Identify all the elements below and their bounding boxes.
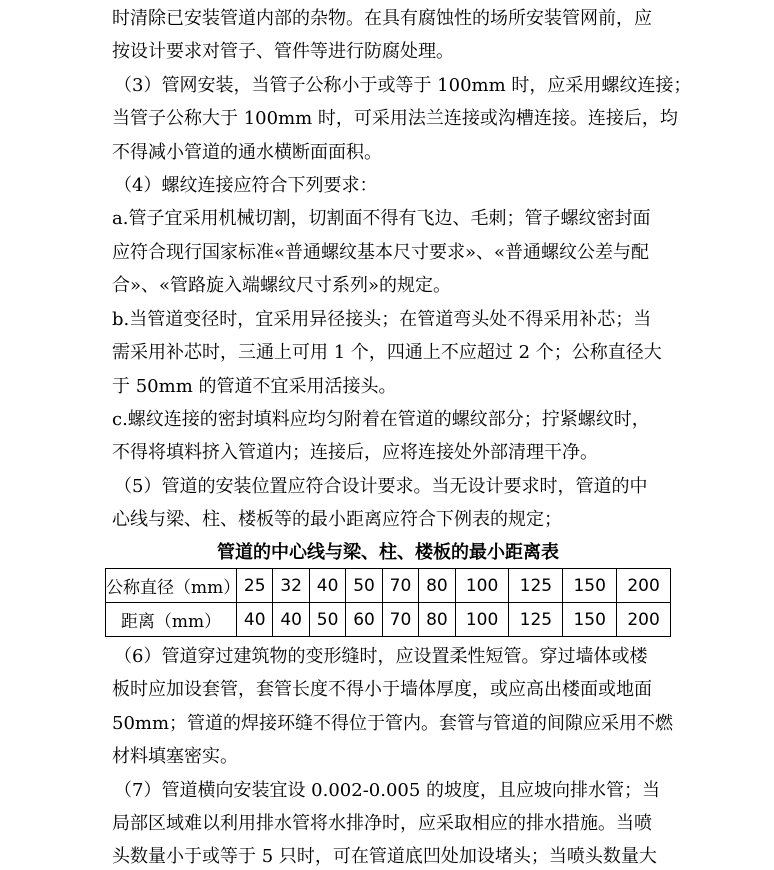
table-cell: 25 [237,569,273,603]
table-cell: 80 [419,569,455,603]
text-line: 合»、«管路旋入端螺纹尺寸系列»的规定。 [112,275,452,296]
text-line: （7）管道横向安装宜设 0.002-0.005 的坡度，且应坡向排水管；当 [114,780,661,801]
table-cell: 32 [273,569,309,603]
table-cell: 40 [273,603,309,637]
text-line: 局部区域难以利用排水管将水排净时，应采取相应的排水措施。当喷 [112,813,652,834]
table-cell: 100 [455,569,509,603]
table-row-label: 公称直径（mm） [106,569,237,603]
table-cell: 50 [309,603,345,637]
text-line: （5）管道的安装位置应符合设计要求。当无设计要求时，管道的中 [114,476,648,497]
table-cell: 100 [455,603,509,637]
table-cell: 125 [509,603,563,637]
text-line: 需采用补芯时，三通上可用 1 个，四通上不应超过 2 个；公称直径大 [112,342,662,363]
distance-table [105,568,671,637]
table-cell: 70 [382,603,418,637]
text-line: 于 50mm 的管道不宜采用活接头。 [112,376,397,397]
table-cell: 50 [346,569,382,603]
table-row-label: 距离（mm） [106,603,237,637]
text-line: （6）管道穿过建筑物的变形缝时，应设置柔性短管。穿过墙体或楼 [114,646,648,667]
text-line: 时清除已安装管道内部的杂物。在具有腐蚀性的场所安装管网前，应 [112,8,652,29]
table-cell: 40 [237,603,273,637]
table-title: 管道的中心线与梁、柱、楼板的最小距离表 [217,542,559,563]
text-line: c.螺纹连接的密封填料应均匀附着在管道的螺纹部分；拧紧螺纹时， [112,409,650,430]
table-cell: 150 [563,603,617,637]
table-cell: 40 [309,569,345,603]
text-line: 按设计要求对管子、管件等进行防腐处理。 [112,41,454,62]
table-cell: 150 [563,569,617,603]
text-line: b.当管道变径时，宜采用异径接头；在管道弯头处不得采用补芯；当 [112,309,652,330]
text-line: 板时应加设套管，套管长度不得小于墙体厚度，或应高出楼面或地面 [112,679,652,700]
text-line: 50mm；管道的焊接环缝不得位于管内。套管与管道的间隙应采用不燃 [112,713,674,734]
text-line: a.管子宜采用机械切割，切割面不得有飞边、毛刺；管子螺纹密封面 [112,208,651,229]
text-line: 材料填塞密实。 [112,746,238,767]
table-row [106,569,671,603]
table-row [106,603,671,637]
text-line: 当管子公称大于 100mm 时，可采用法兰连接或沟槽连接。连接后，均 [112,108,678,129]
table-cell: 200 [617,569,671,603]
text-line: 不得将填料挤入管道内；连接后，应将连接处外部清理干净。 [112,442,598,463]
table-cell: 125 [509,569,563,603]
text-line: （3）管网安装，当管子公称小于或等于 100mm 时，应采用螺纹连接； [114,75,692,96]
text-line: （4）螺纹连接应符合下列要求： [114,175,378,196]
table-cell: 70 [382,569,418,603]
text-line: 不得减小管道的通水横断面面积。 [112,142,382,163]
text-line: 应符合现行国家标准«普通螺纹基本尺寸要求»、«普通螺纹公差与配 [112,242,650,263]
table-cell: 200 [617,603,671,637]
text-line: 心线与梁、柱、楼板等的最小距离应符合下例表的规定； [112,509,562,530]
table-cell: 80 [419,603,455,637]
text-line: 头数量小于或等于 5 只时，可在管道底凹处加设堵头；当喷头数量大 [112,846,657,867]
table-cell: 60 [346,603,382,637]
